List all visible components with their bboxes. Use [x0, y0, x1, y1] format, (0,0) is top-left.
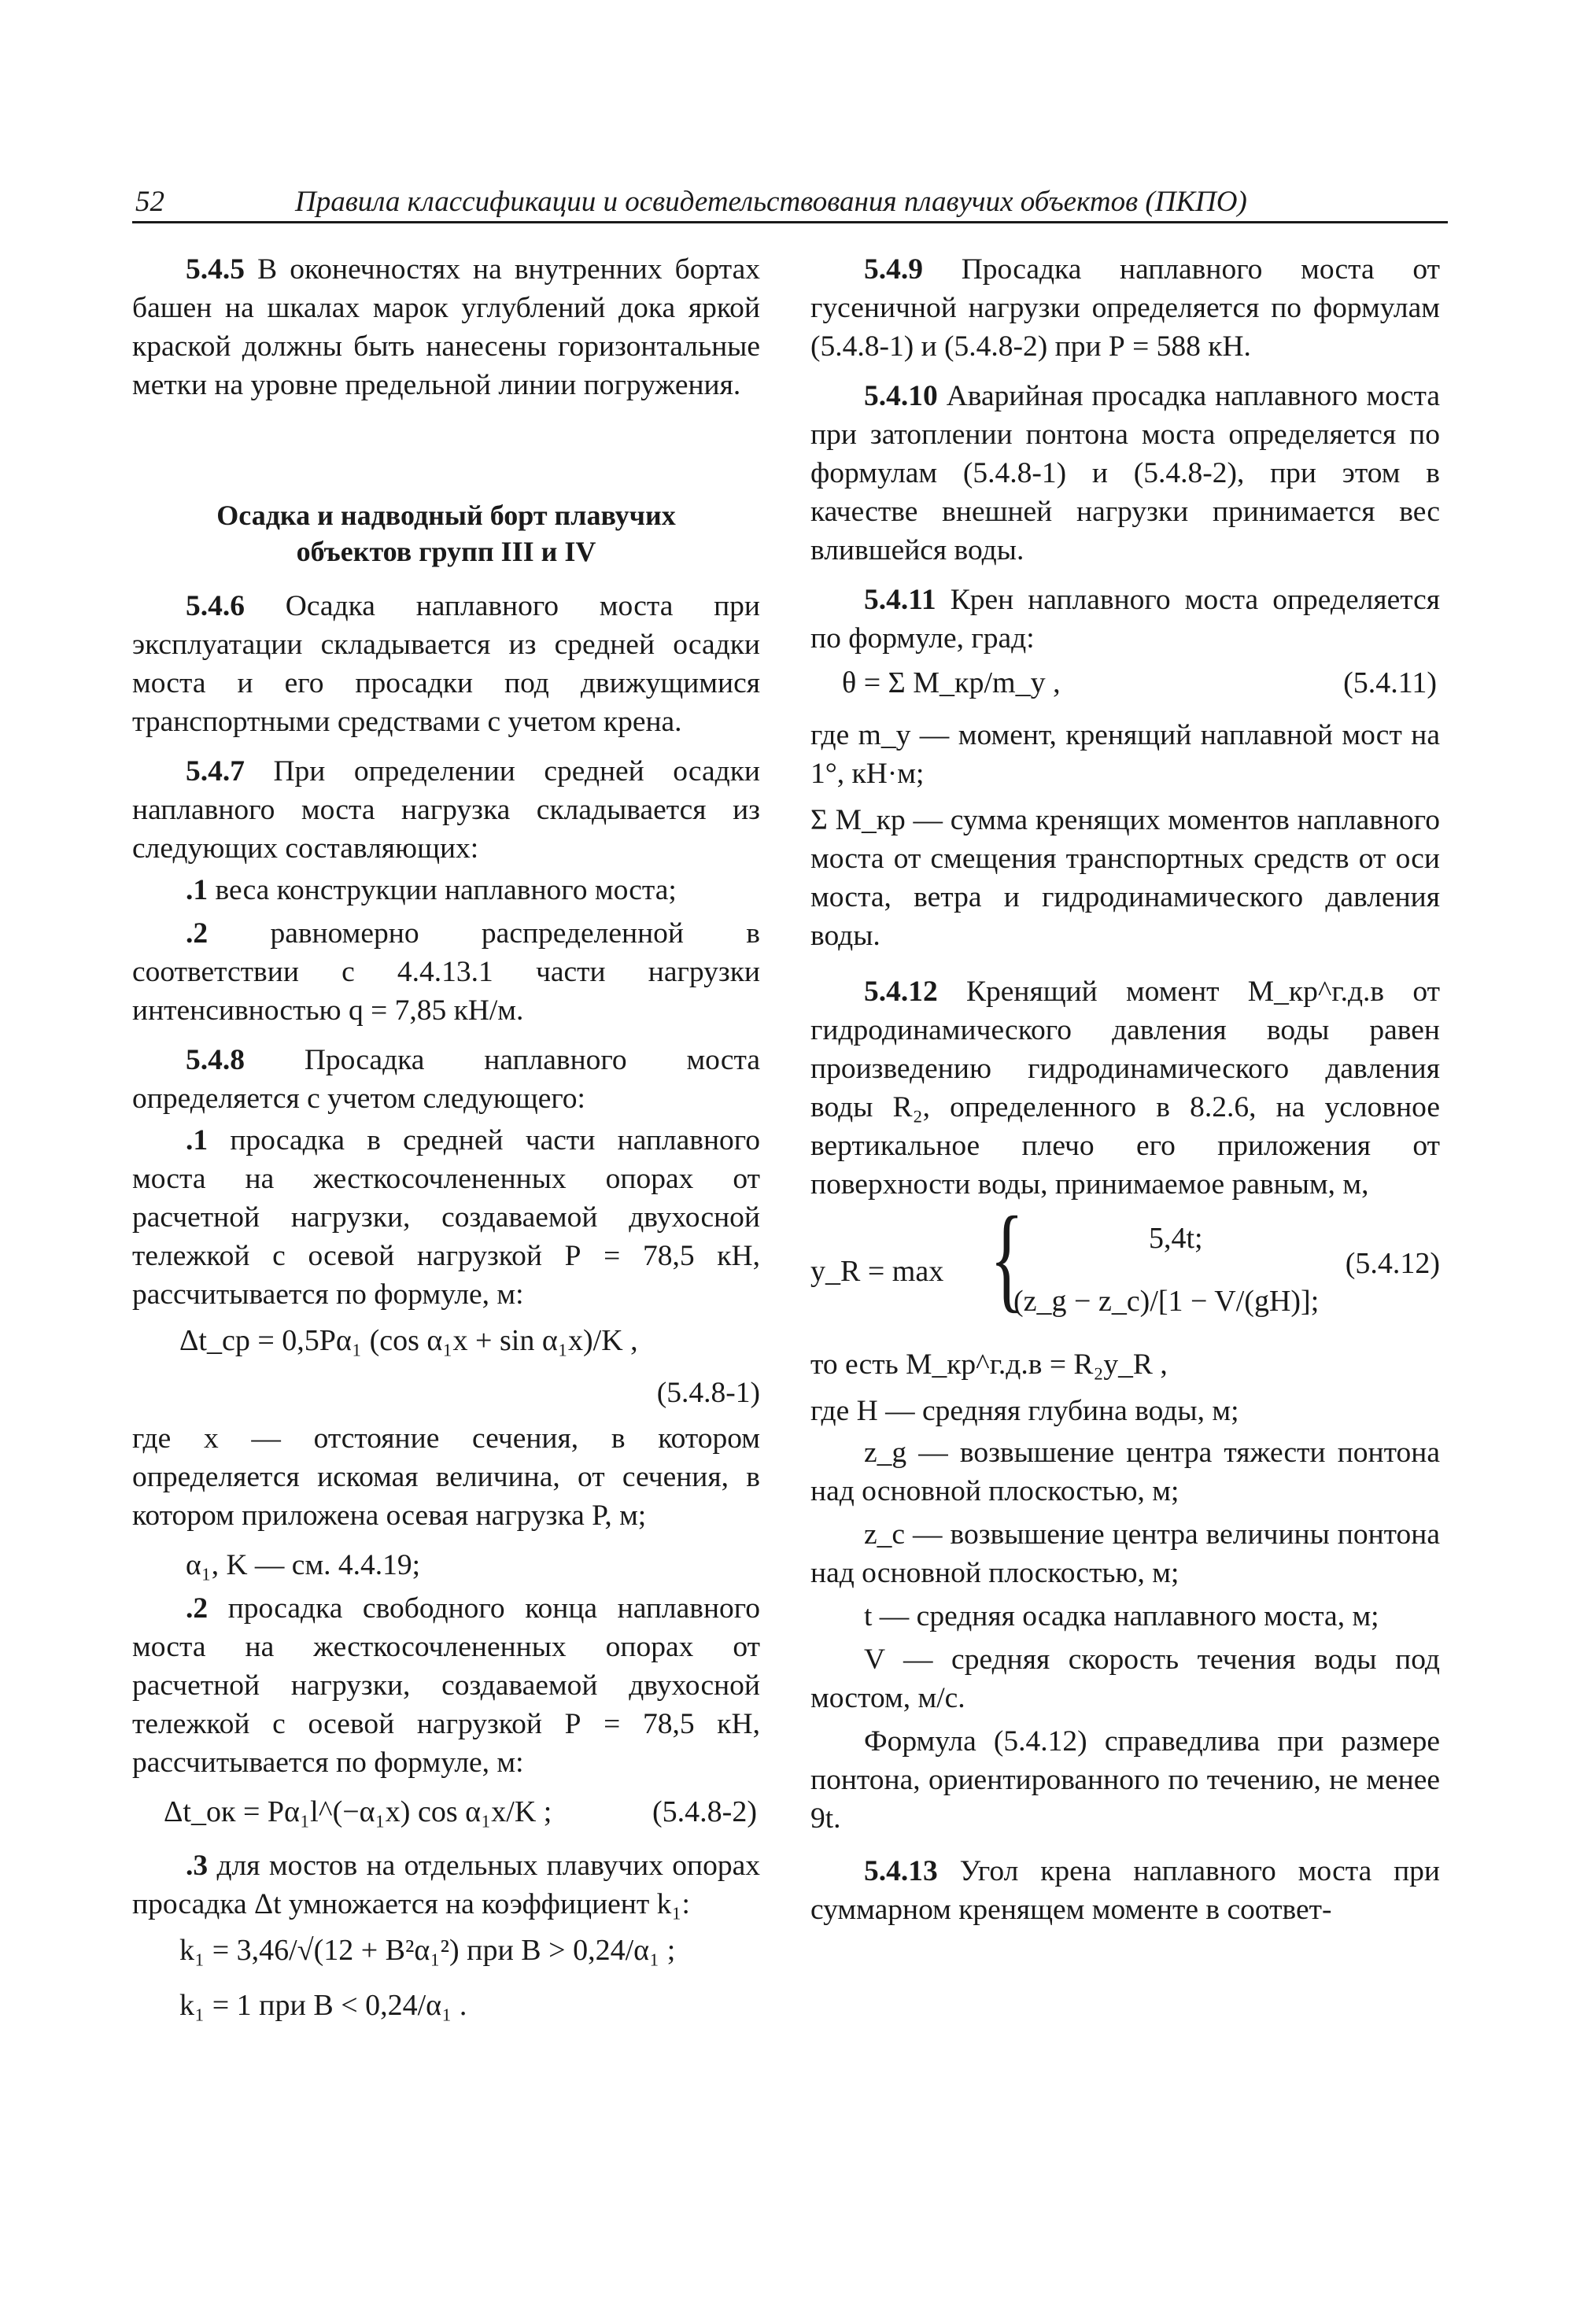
sum-mkr-definition: Σ M_кр — сумма кренящих моментов наплавного моста от смещения транспортных средств от оси моста, ветра и гидродинамического давления воды. [810, 804, 1440, 952]
clause-text: При определении средней осадки наплавного моста нагрузка складывается из следующих составляющих: [132, 755, 760, 865]
clause-number: 5.4.8 [186, 1044, 245, 1076]
formula-5-4-12 [810, 1193, 1440, 1333]
formula-expression: k₁ = 3,46/√(12 + B²α₁²) при B > 0,24/α₁ ; [179, 1934, 676, 1967]
item-number: .2 [186, 917, 209, 950]
paragraph-5-4-6 [132, 587, 760, 741]
clause-text: Просадка наплавного моста определяется с учетом следующего: [132, 1044, 760, 1115]
where-x-definition: где x — отстояние сечения, в котором определяется искомая величина, от сечения, в котором приложена осевая нагрузка Р, м; [132, 1422, 760, 1532]
paragraph-5-4-8 [132, 1041, 760, 1118]
formula-expression: Δt_ок = Pα₁l^(−α₁x) cos α₁x/K ; [164, 1795, 552, 1828]
item-5-4-8-1 [132, 1121, 760, 1314]
formula-validity-note: Формула (5.4.12) справедлива при размере понтона, ориентированного по течению, не менее 9t. [810, 1725, 1440, 1835]
item-number: .2 [186, 1592, 209, 1625]
formula-5-4-8-2 [132, 1790, 760, 1837]
item-text: просадка в средней части наплавного моста на жесткосочлененных опорах от расчетной нагрузки, создаваемой двухосной тележкой с осевой нагрузкой Р = 78,5 кН, рассчитывается по формуле, м: [132, 1124, 760, 1311]
clause-number: 5.4.11 [864, 584, 936, 616]
item-number: .1 [186, 874, 209, 906]
formula-k1-a [132, 1928, 760, 1975]
paragraph-5-4-5 [132, 250, 760, 404]
formula-number: (5.4.8-2) [652, 1795, 757, 1828]
clause-text: Крен наплавного моста определяется по формуле, град: [810, 584, 1440, 655]
item-text: равномерно распределенной в соответствии с 4.4.13.1 части нагрузки интенсивностью [132, 917, 760, 1027]
clause-number: 5.4.7 [186, 755, 245, 788]
formula-5-4-11 [810, 661, 1440, 708]
formula-case-1: 5,4t; [1149, 1222, 1203, 1255]
formula-expression: θ = Σ M_кр/m_у , [842, 666, 1061, 699]
item-number: .1 [186, 1124, 209, 1156]
formula-k1-b [132, 1983, 760, 2031]
right-column [810, 250, 1440, 1940]
formula-lhs: y_R = max [810, 1255, 944, 1288]
item-number: .3 [186, 1850, 209, 1882]
page-number: 52 [135, 186, 164, 218]
clause-text: Кренящий момент M_кр^г.д.в от гидродинамического давления воды равен произведению гидродинамического давления воды R₂, определенного в 8.2.6, на условное вертикальное плечо его приложения от поверхности воды, принимаемое равным, м, [810, 976, 1440, 1201]
item-text: просадка свободного конца наплавного моста на жесткосочлененных опорах от расчетной нагрузки, создаваемой двухосной тележкой с осевой нагрузкой Р = 78,5 кН, рассчитывается по формуле, м: [132, 1592, 760, 1779]
paragraph-5-4-11 [810, 581, 1440, 658]
heading-line-1: Осадка и надводный борт плавучих [216, 500, 676, 531]
item-5-4-8-3 [132, 1846, 760, 1924]
clause-text: В оконечностях на внутренних бортах башен на шкалах марок углублений дока яркой краской должны быть нанесены горизонтальные метки на уровне предельной линии погружения. [132, 253, 760, 401]
formula-number: (5.4.11) [1343, 666, 1437, 699]
clause-number: 5.4.5 [186, 253, 245, 286]
clause-text: Просадка наплавного моста от гусеничной нагрузки определяется по формулам (5.4.8-1) и (5.4.8-2) при Р = 588 кН. [810, 253, 1440, 363]
paragraph-5-4-7 [132, 752, 760, 868]
paragraph-5-4-9 [810, 250, 1440, 366]
formula-number: (5.4.8-1) [656, 1377, 760, 1409]
formula-5-4-8-1 [132, 1319, 760, 1366]
formula-number: (5.4.12) [1345, 1247, 1440, 1280]
paragraph-5-4-13 [810, 1852, 1440, 1929]
paragraph-5-4-10 [810, 377, 1440, 570]
that-is-formula: то есть M_кр^г.д.в = R₂y_R , [810, 1348, 1168, 1381]
section-heading [132, 497, 760, 570]
where-my-definition: где m_у — момент, кренящий наплавной мост на 1°, кН·м; [810, 719, 1440, 790]
clause-text: Аварийная просадка наплавного моста при затоплении понтона моста определяется по формулам (5.4.8-1) и (5.4.8-2), при этом в качестве внешней нагрузки принимается вес влившейся воды. [810, 380, 1440, 566]
clause-text: Угол крена наплавного моста при суммарном кренящем моменте в соответ- [810, 1855, 1440, 1926]
running-title: Правила классификации и освидетельствования плавучих объектов (ПКПО) [295, 186, 1247, 218]
running-header [132, 183, 1448, 223]
item-text: веса конструкции наплавного моста; [208, 874, 677, 906]
formula-expression: Δt_ср = 0,5Pα₁ (cos α₁x + sin α₁x)/K , [179, 1324, 638, 1357]
definition-V: V — средняя скорость течения воды под мостом, м/с. [810, 1643, 1440, 1714]
definition-H: где H — средняя глубина воды, м; [810, 1395, 1239, 1427]
heading-line-2: объектов групп III и IV [296, 536, 596, 567]
definition-zc: z_c — возвышение центра величины понтона над основной плоскостью, м; [810, 1518, 1440, 1589]
clause-number: 5.4.9 [864, 253, 923, 286]
item-tail: q = 7,85 кН/м. [348, 994, 524, 1027]
clause-number: 5.4.10 [864, 380, 938, 412]
formula-expression: k₁ = 1 при B < 0,24/α₁ . [179, 1989, 467, 2022]
clause-text: Осадка наплавного моста при эксплуатации складывается из средней осадки моста и его просадки под движущимися транспортными средствами с учетом крена. [132, 590, 760, 738]
clause-number: 5.4.6 [186, 590, 245, 622]
item-5-4-8-2 [132, 1589, 760, 1782]
paragraph-5-4-12 [810, 972, 1440, 1204]
item-text: для мостов на отдельных плавучих опорах просадка Δt умножается на коэффициент k₁: [132, 1850, 760, 1920]
item-5-4-7-2 [132, 914, 760, 1030]
alpha-k-reference: α₁, K — см. 4.4.19; [186, 1549, 421, 1581]
left-column [132, 250, 760, 2038]
definition-zg: z_g — возвышение центра тяжести понтона над основной плоскостью, м; [810, 1437, 1440, 1507]
item-5-4-7-1 [132, 871, 760, 909]
clause-number: 5.4.12 [864, 976, 938, 1008]
formula-case-2: (z_g − z_c)/[1 − V/(gH)]; [1013, 1285, 1320, 1318]
brace-symbol: { [990, 1193, 1024, 1323]
clause-number: 5.4.13 [864, 1855, 938, 1887]
definition-t: t — средняя осадка наплавного моста, м; [864, 1600, 1379, 1632]
